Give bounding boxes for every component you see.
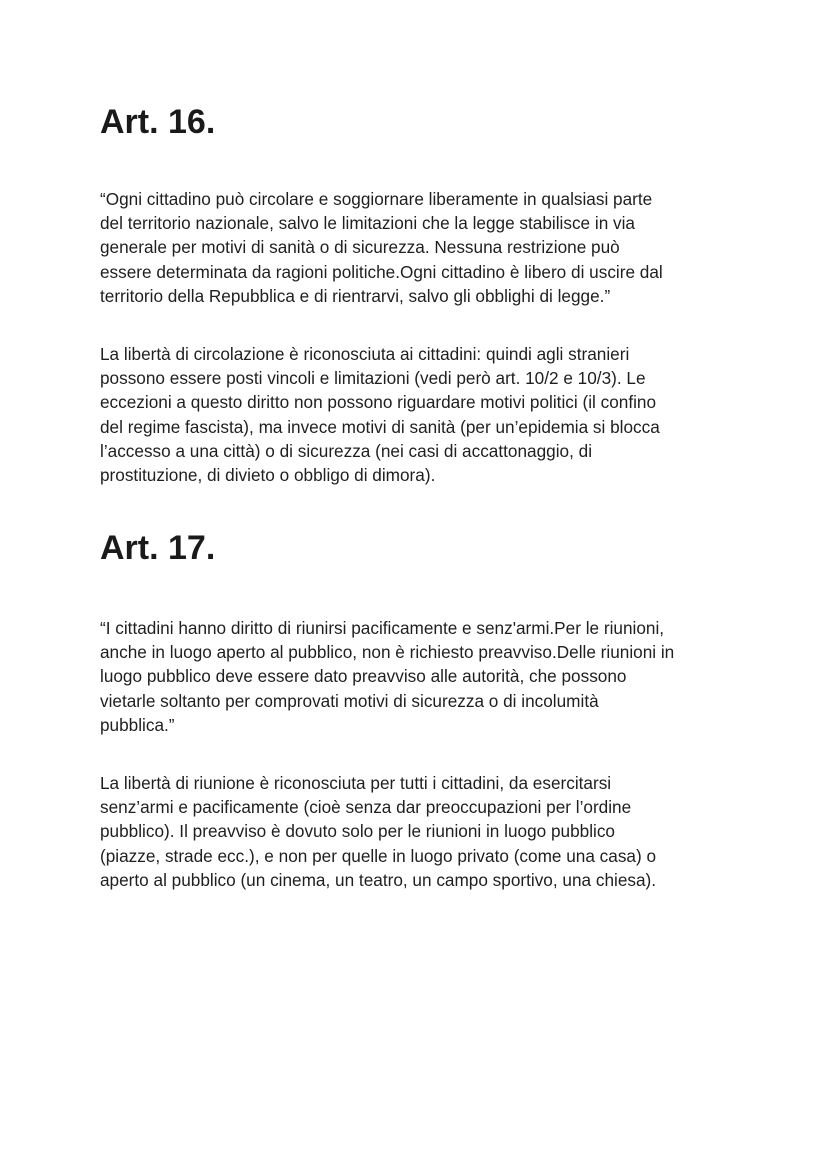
article-16-quote-line: “Ogni cittadino può circolare e soggiornare liberamente in qualsiasi parte bbox=[100, 189, 653, 209]
article-17-comment-line: (piazze, strade ecc.), e non per quelle in luogo privato (come una casa) o bbox=[100, 845, 657, 866]
article-17-heading: Art. 17. bbox=[100, 529, 216, 567]
article-17-quote-line: vietarle soltanto per comprovati motivi di sicurezza o di incolumità bbox=[100, 690, 599, 711]
article-16-comment bbox=[100, 342, 740, 487]
article-17-quote-line: anche in luogo aperto al pubblico, non è richiesto preavviso.Delle riunioni in bbox=[100, 642, 675, 663]
article-16-quote-line: essere determinata da ragioni politiche.Ogni cittadino è libero di uscire dal bbox=[100, 261, 663, 282]
article-17-quote bbox=[100, 616, 740, 737]
article-17-comment bbox=[100, 771, 740, 892]
article-16-comment-line: eccezioni a questo diritto non possono riguardare motivi politici (il confino bbox=[100, 392, 657, 413]
article-16-quote bbox=[100, 187, 740, 308]
article-17-quote-line: pubblica.” bbox=[100, 714, 175, 735]
article-16-comment-line: possono essere posti vincoli e limitazioni (vedi però art. 10/2 e 10/3). Le bbox=[100, 368, 646, 389]
article-16-quote-line: del territorio nazionale, salvo le limitazioni che la legge stabilisce in via bbox=[100, 213, 635, 234]
article-16-comment-line: prostituzione, di divieto o obbligo di dimora). bbox=[100, 465, 436, 486]
article-16-comment-line: l’accesso a una città) o di sicurezza (nei casi di accattonaggio, di bbox=[100, 440, 593, 461]
article-17-comment-line: pubblico). Il preavviso è dovuto solo per le riunioni in luogo pubblico bbox=[100, 821, 615, 842]
article-17-comment-line: senz’armi e pacificamente (cioè senza dar preoccupazioni per l’ordine bbox=[100, 797, 632, 818]
article-16-heading: Art. 16. bbox=[100, 103, 216, 141]
article-17-comment-line: aperto al pubblico (un cinema, un teatro, un campo sportivo, una chiesa). bbox=[100, 869, 657, 890]
article-16-quote-line: generale per motivi di sanità o di sicurezza. Nessuna restrizione può bbox=[100, 237, 620, 258]
article-16-comment-line: La libertà di circolazione è riconosciuta ai cittadini: quindi agli stranieri bbox=[100, 344, 630, 364]
article-16-quote-line: territorio della Repubblica e di rientrarvi, salvo gli obblighi di legge.” bbox=[100, 285, 611, 306]
article-17-quote-line: “I cittadini hanno diritto di riunirsi pacificamente e senz'armi.Per le riunioni, bbox=[100, 618, 665, 638]
article-17-comment-line: La libertà di riunione è riconosciuta per tutti i cittadini, da esercitarsi bbox=[100, 773, 612, 793]
article-16-comment-line: del regime fascista), ma invece motivi di sanità (per un’epidemia si blocca bbox=[100, 416, 660, 437]
article-17-quote-line: luogo pubblico deve essere dato preavviso alle autorità, che possono bbox=[100, 666, 627, 687]
